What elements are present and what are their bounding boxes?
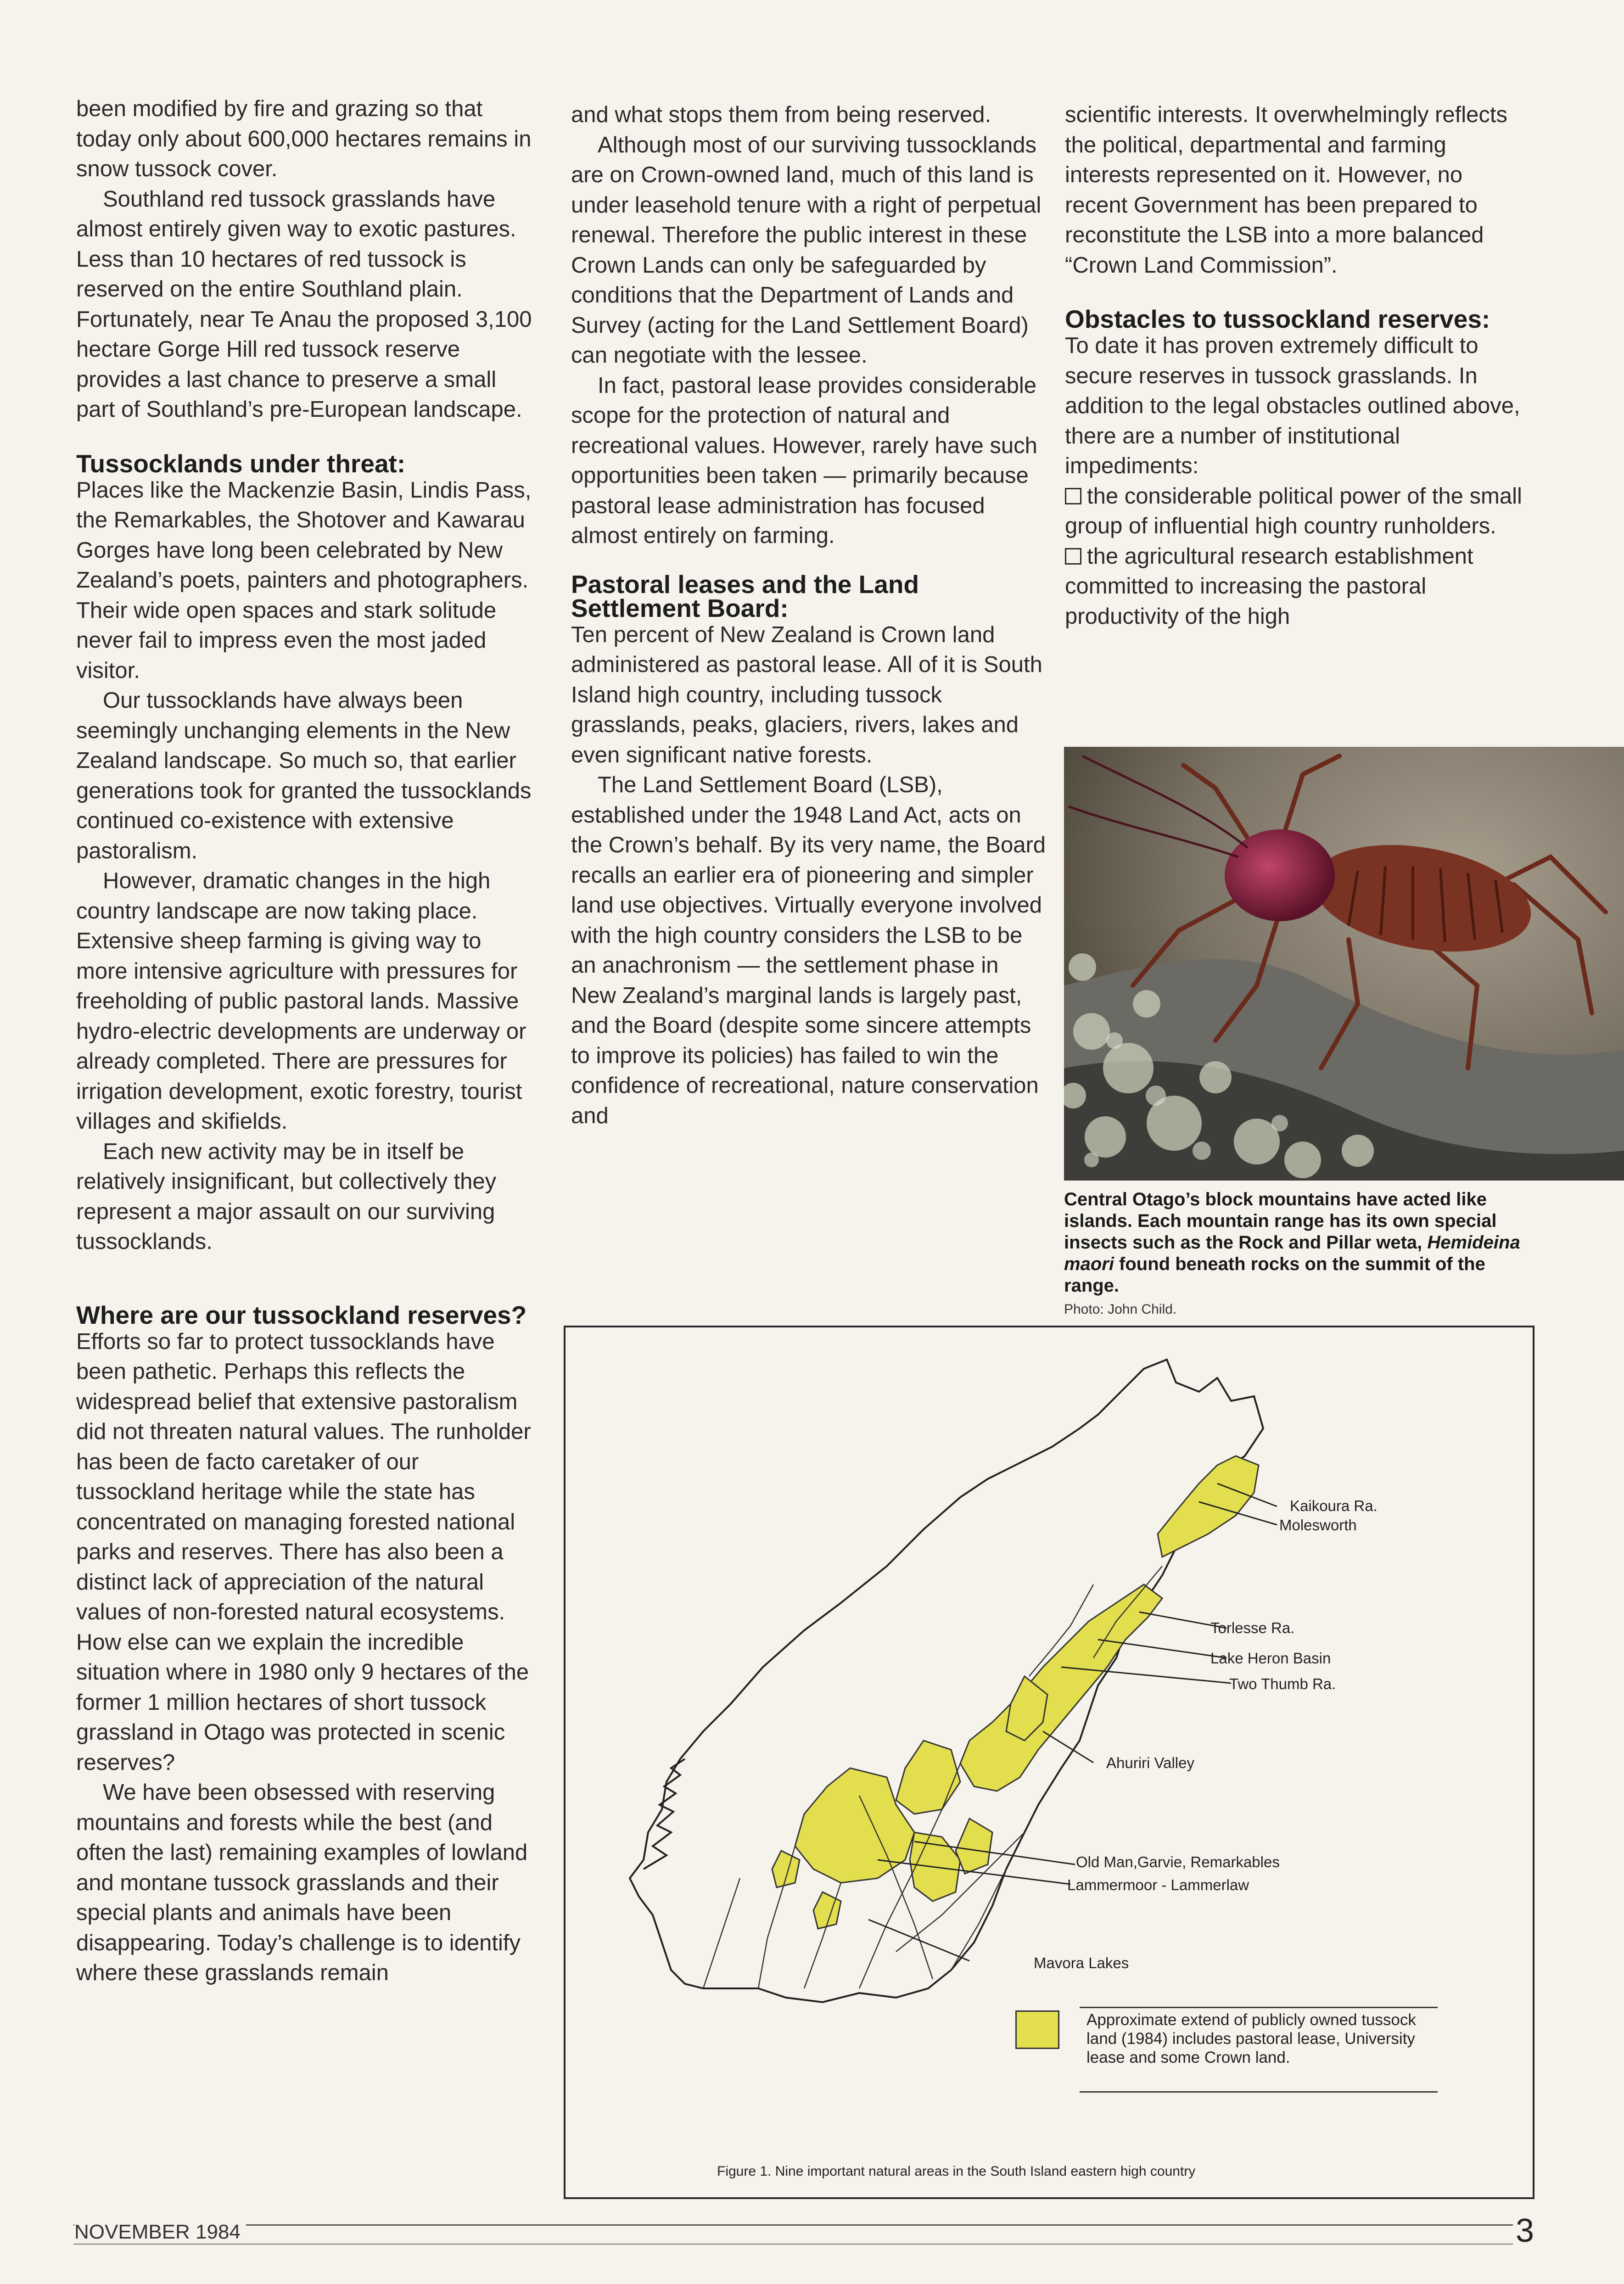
bullet-item: the agricultural research establishment committed to increasing the pastoral productivity of the high [1065, 543, 1473, 629]
section-heading: Obstacles to tussockland reserves: [1065, 305, 1490, 333]
map-label-lake-heron: Lake Heron Basin [1210, 1650, 1331, 1667]
checkbox-bullet-icon [1065, 488, 1081, 504]
weta-photo [1064, 747, 1624, 1181]
column-3 [1065, 100, 1524, 632]
page-number: 3 [1513, 2212, 1534, 2249]
map-label-kaikoura: Kaikoura Ra. [1290, 1497, 1378, 1514]
section-heading: Pastoral leases and the Land Settlement Board: [571, 570, 919, 622]
paragraph: Each new activity may be in itself be relatively insignificant, but collectively they represent a major assault on our surviving tussocklands. [76, 1139, 497, 1254]
column-1 [76, 94, 535, 1988]
paragraph: Our tussocklands have always been seemingly unchanging elements in the New Zealand landscape. So much so, that earlier generations took for granted the tussocklands continued co-existence with extensive pastoralism. [76, 688, 532, 863]
photo-caption: Central Otago’s block mountains have acted like islands. Each mountain range has its own special insects such as the Rock and Pillar weta, Hemideina maori found beneath rocks on the summit of the range. [1064, 1189, 1520, 1296]
paragraph: However, dramatic changes in the high country landscape are now taking place. Extensive sheep farming is giving way to more intensive agriculture with pressures for freeholding of public pastoral lands. Massive hydro-electric developments are underway or already completed. There are pressures for irrigation development, exotic forestry, tourist villages and skifields. [76, 868, 526, 1134]
paragraph: Southland red tussock grasslands have almost entirely given way to exotic pastures. Less than 10 hectares of red tussock is reserved on the entire Southland plain. Fortunately, near Te Anau the proposed 3,100 hectare Gorge Hill red tussock reserve provides a last chance to preserve a small part of Southland’s pre-European landscape. [76, 186, 532, 422]
checkbox-bullet-icon [1065, 548, 1081, 565]
south-island-map-figure [564, 1326, 1534, 2199]
map-label-ahuriri: Ahuriri Valley [1106, 1754, 1194, 1771]
footer-issue-date: NOVEMBER 1984 [74, 2221, 246, 2244]
legend-text: Approximate extend of publicly owned tussock land (1984) includes pastoral lease, University lease and some Crown land. [1086, 2011, 1416, 2066]
footer-rule-lower [73, 2244, 1519, 2245]
map-label-old-man: Old Man,Garvie, Remarkables [1076, 1853, 1280, 1870]
paragraph: In fact, pastoral lease provides considerable scope for the protection of natural and recreational values. However, rarely have such opportunities been taken — primarily because pastoral lease administration has focused almost entirely on farming. [571, 373, 1037, 548]
figure-caption: Figure 1. Nine important natural areas in the South Island eastern high country [717, 2164, 1196, 2179]
paragraph: and what stops them from being reserved. [571, 102, 991, 127]
bullet-item: the considerable political power of the small group of influential high country runholders. [1065, 483, 1522, 538]
map-label-two-thumb: Two Thumb Ra. [1229, 1675, 1336, 1692]
paragraph: To date it has proven extremely difficult to secure reserves in tussock grasslands. In addition to the legal obstacles outlined above, there are a number of institutional impediments: [1065, 333, 1520, 478]
column-2 [571, 100, 1048, 1131]
map-label-lammermoor: Lammermoor - Lammerlaw [1067, 1876, 1249, 1893]
map-label-mavora: Mavora Lakes [1034, 1954, 1129, 1971]
weta-illustration [1064, 747, 1624, 1181]
section-heading: Where are our tussockland reserves? [76, 1300, 527, 1329]
legend-rule-top [1080, 2007, 1438, 2008]
south-island-outline [630, 1360, 1263, 2002]
paragraph: Places like the Mackenzie Basin, Lindis Pass, the Remarkables, the Shotover and Kawarau Gorges have long been celebrated by New Zealand’s poets, painters and photographers. Their wide open spaces and stark solitude never fail to impress even the most jaded visitor. [76, 477, 532, 683]
paragraph: We have been obsessed with reserving mountains and forests while the best (and often the last) remaining examples of lowland and montane tussock grasslands and their special plants and animals have been disappearing. Today’s challenge is to identify where these grasslands remain [76, 1780, 528, 1985]
section-heading: Tussocklands under threat: [76, 449, 406, 478]
paragraph: Efforts so far to protect tussocklands have been pathetic. Perhaps this reflects the widespread belief that extensive pastoralism did not threaten natural values. The runholder has been de facto caretaker of our tussockland heritage while the state has concentrated on managing forested national parks and reserves. There has also been a distinct lack of appreciation of the natural values of non-forested natural ecosystems. How else can we explain the incredible situation where in 1980 only 9 hectares of the former 1 million hectares of short tussock grassland in Otago was protected in scenic reserves? [76, 1329, 531, 1775]
footer-rule [73, 2224, 1519, 2226]
map-label-torlesse: Torlesse Ra. [1210, 1619, 1295, 1636]
map-label-molesworth: Molesworth [1279, 1517, 1357, 1534]
paragraph: scientific interests. It overwhelmingly reflects the political, departmental and farming interests represented on it. However, no recent Government has been prepared to reconstitute the LSB into a more balanced “Crown Land Commission”. [1065, 102, 1507, 278]
photo-credit: Photo: John Child. [1064, 1302, 1177, 1317]
paragraph: been modified by fire and grazing so that today only about 600,000 hectares remains in snow tussock cover. [76, 96, 532, 181]
paragraph: Ten percent of New Zealand is Crown land administered as pastoral lease. All of it is South Island high country, including tussock grasslands, peaks, glaciers, rivers, lakes and even significant native forests. [571, 622, 1042, 767]
legend-swatch [1015, 2010, 1059, 2049]
legend-rule-bottom [1080, 2091, 1438, 2093]
paragraph: The Land Settlement Board (LSB), established under the 1948 Land Act, acts on the Crown’s behalf. By its very name, the Board recalls an earlier era of pioneering and simpler land use objectives. Virtually everyone involved with the high country considers the LSB to be an anachronism — the settlement phase in New Zealand’s marginal lands is largely past, and the Board (despite some sincere attempts to improve its policies) has failed to win the confidence of recreational, nature conservation and [571, 773, 1046, 1128]
paragraph: Although most of our surviving tussocklands are on Crown-owned land, much of this land is under leasehold tenure with a right of perpetual renewal. Therefore the public interest in these Crown Lands can only be safeguarded by conditions that the Department of Lands and Survey (acting for the Land Settlement Board) can negotiate with the lessee. [571, 132, 1042, 368]
